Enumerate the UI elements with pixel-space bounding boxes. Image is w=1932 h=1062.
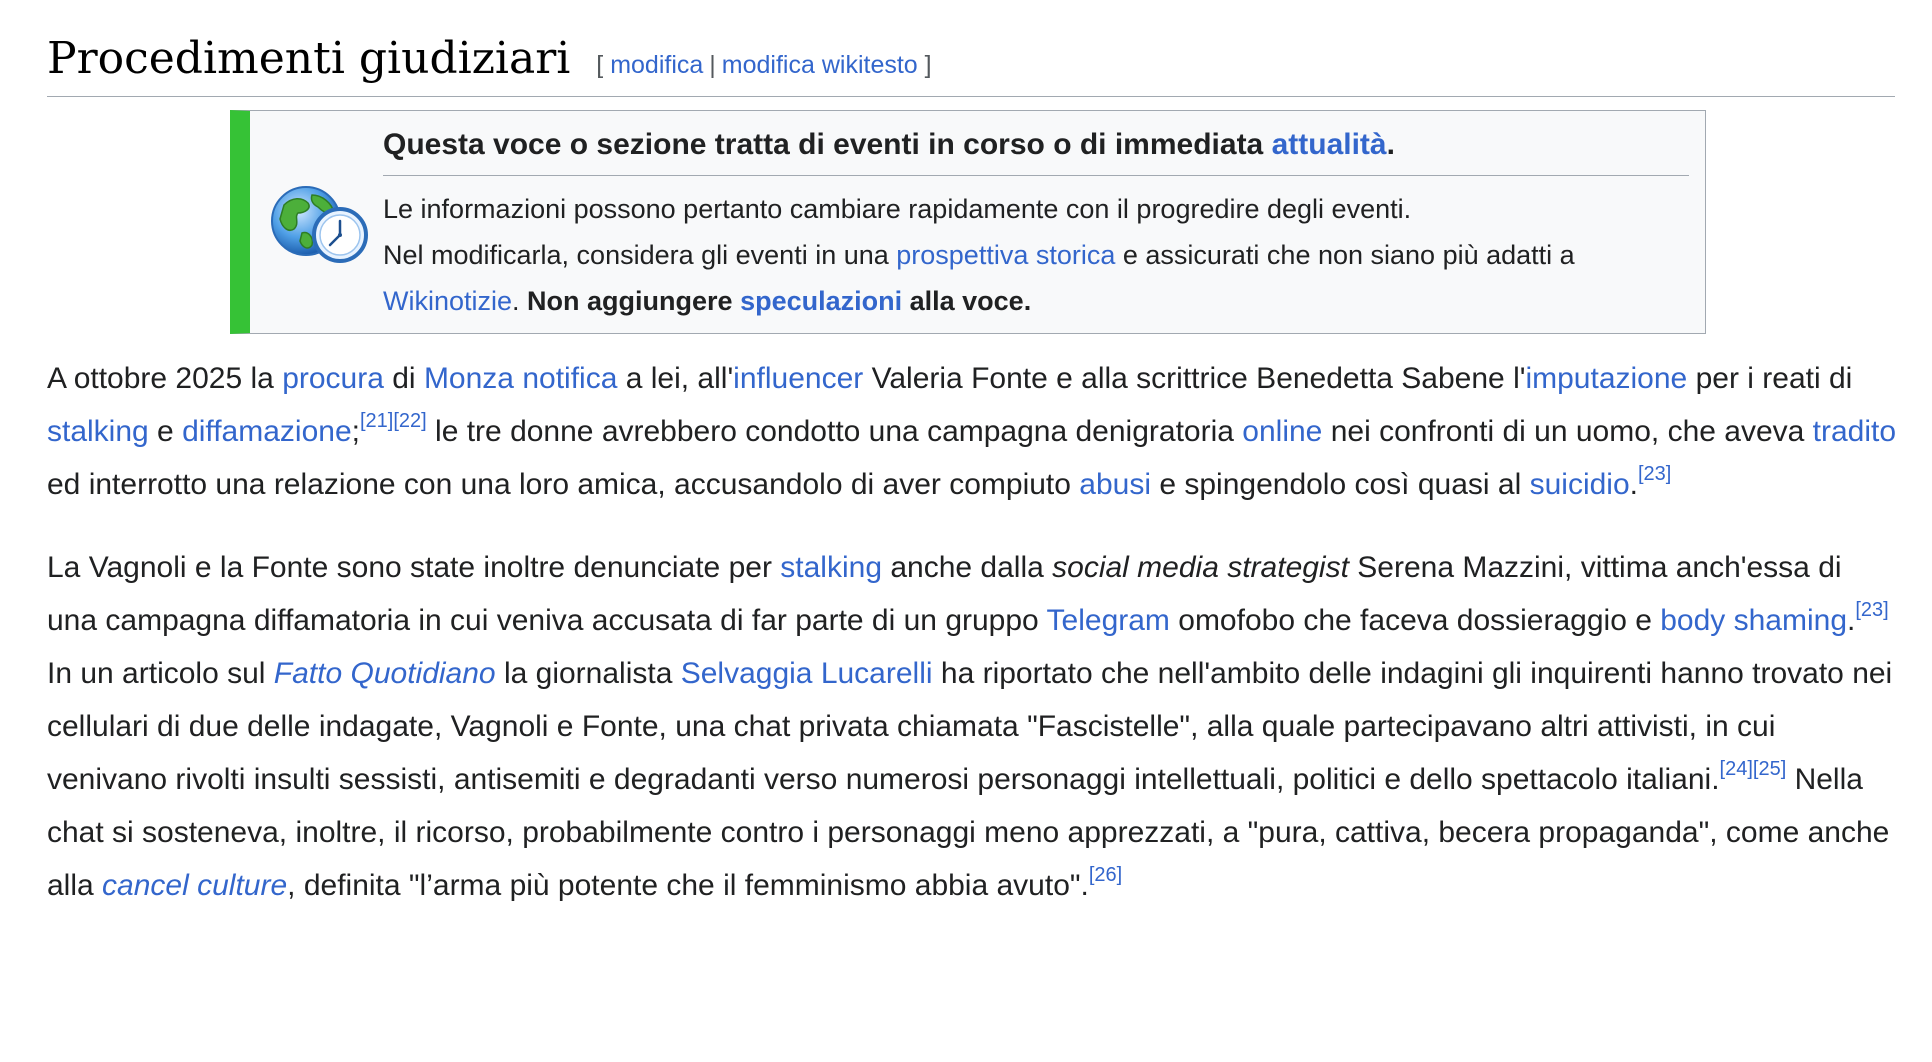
link-wikinotizie[interactable]: Wikinotizie [383, 286, 513, 316]
text: ; [351, 415, 360, 448]
text: . [1847, 604, 1856, 637]
notice-title [383, 123, 1689, 167]
text: Serena Mazzini, vittima anch'essa di una campagna diffamatoria in cui veniva accusata di far parte di un gruppo [47, 551, 1842, 637]
notice-warning-text-a: Non aggiungere [527, 286, 741, 316]
link-notifica[interactable]: notifica [522, 362, 618, 395]
paragraph-1 [47, 352, 1897, 511]
reference-23 [1638, 463, 1671, 485]
bracket-close: ] [924, 51, 932, 79]
link-procura[interactable]: procura [282, 362, 384, 395]
text: La Vagnoli e la Fonte sono state inoltre denunciate per [47, 551, 781, 584]
notice-line-2-text-b: e assicurati che non siano più adatti a [1115, 240, 1575, 270]
notice-text [383, 123, 1689, 324]
italic-link-wrapper [102, 869, 287, 902]
link-tradito[interactable]: tradito [1812, 415, 1897, 448]
text: . [1629, 468, 1638, 501]
link-imputazione[interactable]: imputazione [1525, 362, 1688, 395]
notice-warning [527, 286, 1031, 316]
edit-wikitext-link[interactable]: modifica wikitesto [721, 51, 918, 79]
link-speculazioni[interactable]: speculazioni [740, 286, 903, 316]
link-suicidio[interactable]: suicidio [1529, 468, 1630, 501]
text: omofobo che faceva dossieraggio e [1169, 604, 1661, 637]
text: di [383, 362, 424, 395]
reference-21 [360, 410, 393, 432]
reference-26 [1089, 864, 1122, 886]
ref-link[interactable]: [24] [1719, 758, 1753, 780]
italic-text: social media strategist [1052, 551, 1349, 584]
text: e [148, 415, 183, 448]
text: a lei, all' [617, 362, 734, 395]
text: A ottobre 2025 la [47, 362, 283, 395]
ref-link[interactable]: [22] [393, 410, 427, 432]
reference-23 [1855, 599, 1888, 621]
link-influencer[interactable]: influencer [733, 362, 864, 395]
text: In un articolo sul [47, 657, 274, 690]
text: anche dalla [882, 551, 1053, 584]
notice-line-1: Le informazioni possono pertanto cambiare rapidamente con il progredire degli eventi. [383, 194, 1412, 224]
notice-line-2 [383, 232, 1689, 278]
notice-warning-text-b: alla voce. [902, 286, 1032, 316]
link-selvaggia-lucarelli[interactable]: Selvaggia Lucarelli [680, 657, 933, 690]
text: le tre donne avrebbero condotto una campagna denigratoria [426, 415, 1243, 448]
reference-24 [1720, 758, 1753, 780]
text: e spingendolo così quasi al [1151, 468, 1530, 501]
ref-link[interactable]: [25] [1752, 758, 1787, 780]
link-body-shaming[interactable]: body shaming [1660, 604, 1848, 637]
notice-line-3 [383, 278, 1689, 324]
ref-link[interactable]: [26] [1088, 864, 1123, 886]
edit-separator: | [709, 51, 716, 79]
link-abusi[interactable]: abusi [1079, 468, 1151, 501]
text: la giornalista [495, 657, 681, 690]
text: ed interrotto una relazione con una loro amica, accusandolo di aver compiuto [47, 468, 1080, 501]
link-diffamazione[interactable]: diffamazione [182, 415, 352, 448]
link-telegram[interactable]: Telegram [1046, 604, 1170, 637]
section-title: Procedimenti giudiziari [47, 33, 571, 84]
text: ha riportato che nell'ambito delle indagini gli inquirenti hanno trovato nei cellulari di due delle indagate, Vagnoli e Fonte, una chat privata chiamata "Fascistelle", alla quale partecipavano altri attivisti, in cui venivano rivolti insulti sessisti, antisemiti e degradanti verso numerosi personaggi intellettuali, politici e dello spettacolo italiani. [47, 657, 1893, 796]
link-fatto-quotidiano[interactable]: Fatto Quotidiano [273, 657, 496, 690]
notice-body [383, 186, 1689, 324]
notice-line-2-text-a: Nel modificarla, considera gli eventi in una [383, 240, 897, 270]
text: per i reati di [1687, 362, 1853, 395]
notice-title-text: Questa voce o sezione tratta di eventi in corso o di immediata [383, 128, 1272, 161]
text: Valeria Fonte e alla scrittrice Benedetta Sabene l' [863, 362, 1526, 395]
text: , definita "l’arma più potente che il femminismo abbia avuto". [287, 869, 1089, 902]
text: Nella chat si sosteneva, inoltre, il ricorso, probabilmente contro i personaggi meno apprezzati, a "pura, cattiva, becera propaganda", come anche alla [47, 763, 1890, 902]
bracket-open: [ [596, 51, 604, 79]
link-stalking[interactable]: stalking [47, 415, 149, 448]
link-stalking[interactable]: stalking [780, 551, 882, 584]
reference-25 [1753, 758, 1786, 780]
notice-divider [383, 175, 1689, 176]
link-prospettiva-storica[interactable]: prospettiva storica [896, 240, 1116, 270]
italic-link-wrapper [274, 657, 496, 690]
ref-link[interactable]: [23] [1638, 463, 1672, 485]
ref-link[interactable]: [23] [1855, 599, 1889, 621]
link-attualita[interactable]: attualità [1271, 128, 1387, 161]
edit-section-links [596, 51, 931, 80]
notice-line-3-text: . [512, 286, 528, 316]
link-online[interactable]: online [1242, 415, 1323, 448]
ref-link[interactable]: [21] [359, 410, 394, 432]
notice-title-end: . [1386, 128, 1395, 161]
globe-clock-icon [268, 183, 372, 265]
link-monza[interactable]: Monza [423, 362, 514, 395]
reference-22 [393, 410, 426, 432]
edit-link[interactable]: modifica [610, 51, 704, 79]
current-events-notice [230, 110, 1706, 334]
link-cancel-culture[interactable]: cancel culture [102, 869, 288, 902]
text: nei confronti di un uomo, che aveva [1322, 415, 1813, 448]
section-heading [47, 28, 1895, 97]
paragraph-2 [47, 541, 1897, 912]
article-content [47, 0, 1895, 912]
